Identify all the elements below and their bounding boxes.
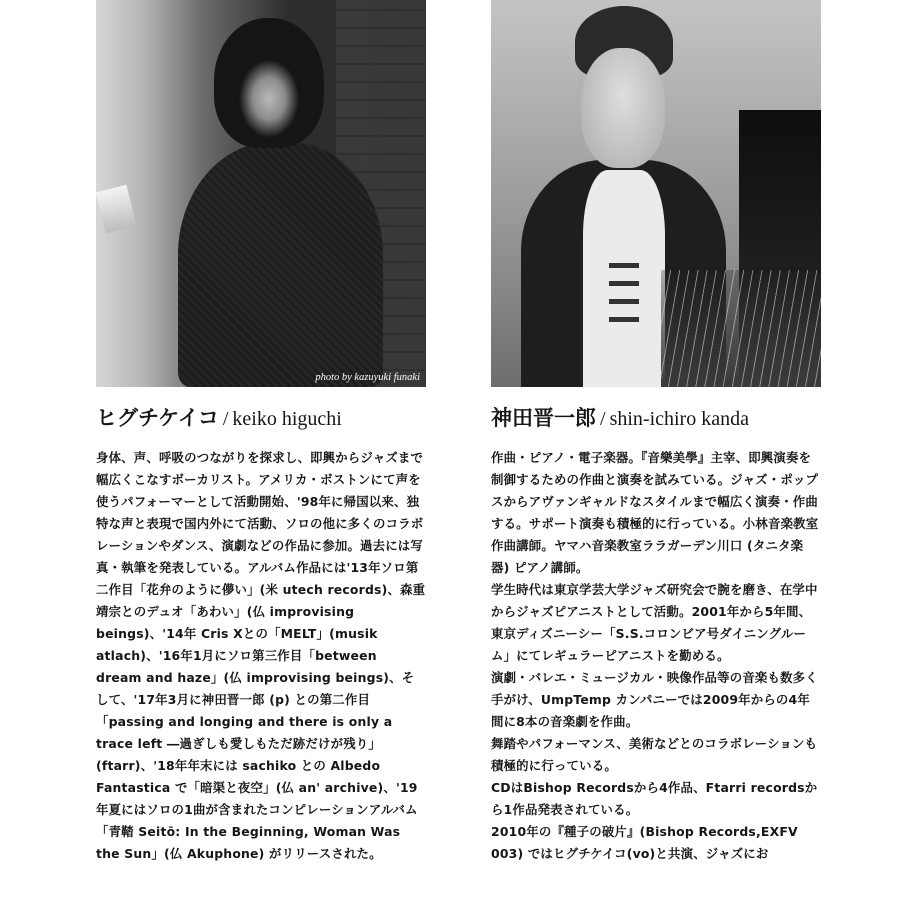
photo-figure-face bbox=[581, 48, 665, 168]
bio-paragraph: CDはBishop Recordsから4作品、Ftarri recordsから1作品発表されている。 bbox=[491, 780, 818, 817]
name-japanese: 神田晋一郎 bbox=[491, 406, 596, 430]
photo-credit: photo by kazuyuki funaki bbox=[315, 372, 420, 383]
name-separator: / bbox=[222, 408, 229, 430]
name-separator: / bbox=[600, 408, 606, 430]
profile-name-heading bbox=[491, 401, 821, 435]
name-romanized: keiko higuchi bbox=[232, 408, 342, 430]
bio-paragraph: 舞踏やパフォーマンス、美術などとのコラボレーションも積極的に行っている。 bbox=[491, 736, 818, 773]
bio-paragraph: 演劇・バレエ・ミュージカル・映像作品等の音楽も数多く手がけ、UmpTemp カンパニーでは2009年からの4年間に8本の音楽劇を作曲。 bbox=[491, 670, 818, 729]
photo-figure-shirt bbox=[583, 170, 665, 387]
portrait-photo-shin-ichiro-kanda bbox=[491, 0, 821, 387]
portrait-photo-keiko-higuchi bbox=[96, 0, 426, 387]
bio-paragraph: 身体、声、呼吸のつながりを探求し、即興からジャズまで幅広くこなすボーカリスト。アメリカ・ボストンにて声を使うパフォーマーとして活動開始、'98年に帰国以来、独特な声と表現で国内外にて活動、ソロの他に多くのコラボレーションやダンス、演劇などの作品に参加。過去には写真・執筆を発表している。アルバム作品には'13年ソロ第二作目「花弁のように儚い」(米 utech records)、森重靖宗とのデュオ「あわい」(仏 improvising beings)、'14年 Cris Xとの「MELT」(musik atlach)、'16年1月にソロ第三作目「between dream and haze」(仏 improvising beings)、そして、'17年3月に神田晋一郎 (p) との第二作目「passing and longing and there is only a trace left ―過ぎしも愛しもただ跡だけが残り」(ftarr)、'18年年末には sachiko との Albedo Fantastica で「暗渠と夜空」(仏 an' archive)、'19年夏にはソロの1曲が含まれたコンピレーションアルバム「青鞜 Seitō: In the Beginning, Woman Was the Sun」(仏 Akuphone) がリリースされた。 bbox=[96, 450, 426, 861]
profile-biography bbox=[491, 447, 821, 865]
profile-name-heading bbox=[96, 401, 426, 435]
name-japanese: ヒグチケイコ bbox=[96, 406, 219, 430]
photo-figure-head bbox=[214, 18, 324, 148]
bio-paragraph: 作曲・ピアノ・電子楽器。『音樂美學』主宰、即興演奏を制御するための作曲と演奏を試みている。ジャズ・ポップスからアヴァンギャルドなスタイルまで幅広く演奏・作曲する。サポート演奏も積極的に行っている。小林音楽教室作曲講師。ヤマハ音楽教室ララガーデン川口 (タニタ楽器) ピアノ講師。 bbox=[491, 450, 819, 575]
bio-paragraph: 2010年の『種子の破片』(Bishop Records,EXFV 003) ではヒグチケイコ(vo)と共演、ジャズにお bbox=[491, 824, 798, 861]
photo-lamp bbox=[96, 185, 137, 233]
profile-biography bbox=[96, 447, 426, 865]
profile-keiko-higuchi bbox=[96, 0, 426, 920]
name-romanized: shin-ichiro kanda bbox=[609, 408, 749, 430]
photo-figure-body bbox=[178, 142, 383, 387]
bio-paragraph: 学生時代は東京学芸大学ジャズ研究会で腕を磨き、在学中からジャズピアニストとして活動。2001年から5年間、東京ディズニーシー「S.S.コロンビア号ダイニングルーム」にてレギュラーピアニストを勤める。 bbox=[491, 582, 818, 663]
profile-shin-ichiro-kanda bbox=[491, 0, 821, 920]
photo-synth-cables bbox=[661, 270, 821, 387]
